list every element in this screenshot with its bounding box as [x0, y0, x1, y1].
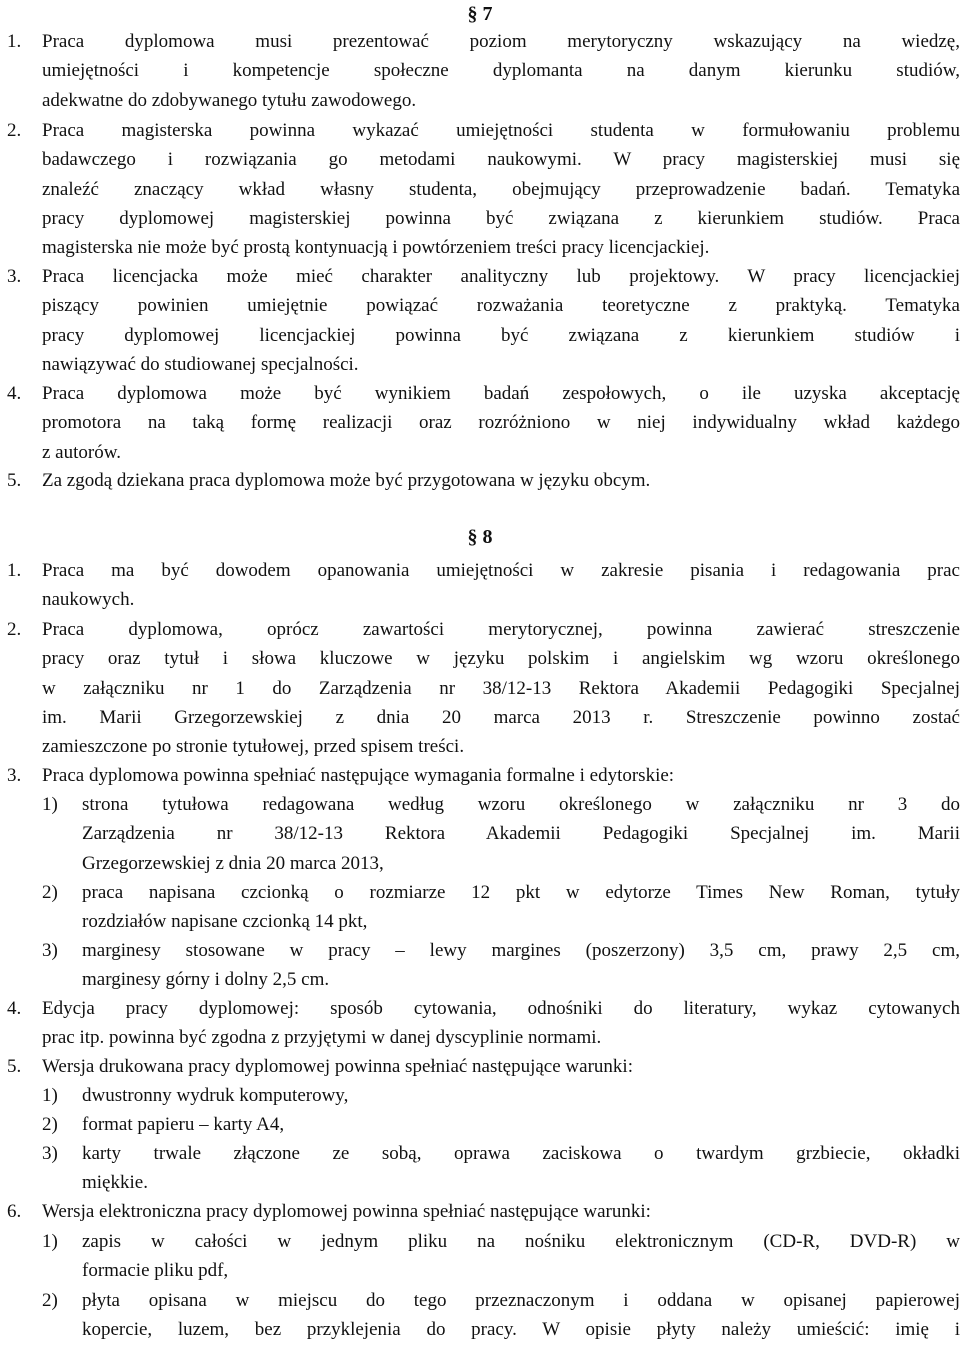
- item-number: 1.: [7, 560, 22, 581]
- subitem-paragraph: [82, 878, 960, 937]
- text-line: kopercie, luzem, bez przyklejenia do pracy. W opisie płyty należy umieścić: imię i: [82, 1319, 960, 1341]
- text-line: naukowych.: [42, 589, 135, 611]
- text-line: marginesy stosowane w pracy – lewy margines (poszerzony) 3,5 cm, prawy 2,5 cm,: [82, 940, 960, 961]
- text-line: adekwatne do zdobywanego tytułu zawodowego.: [42, 89, 417, 111]
- subitem-number: 2): [42, 1114, 58, 1135]
- text-line: formacie pliku pdf,: [82, 1260, 229, 1282]
- text-line: Praca ma być dowodem opanowania umiejętności w zakresie pisania i redagowania prac: [42, 560, 960, 581]
- paragraph: [42, 27, 960, 115]
- text-line: pracy dyplomowej magisterskiej powinna być związana z kierunkiem studiów. Praca: [42, 207, 960, 229]
- subitem-number: 1): [42, 1085, 58, 1106]
- text-line: Praca licencjacka może mieć charakter analityczny lub projektowy. W pracy licencjackiej: [42, 266, 960, 287]
- text-line: nawiązywać do studiowanej specjalności.: [42, 353, 359, 375]
- text-line: praca napisana czcionką o rozmiarze 12 pkt w edytorze Times New Roman, tytuły: [82, 882, 960, 903]
- text-line: Praca dyplomowa powinna spełniać następujące wymagania formalne i edytorskie:: [42, 765, 675, 786]
- subitem-paragraph: [82, 936, 960, 995]
- subitem-number: 1): [42, 794, 58, 815]
- text-line: Praca dyplomowa musi prezentować poziom merytoryczny wskazujący na wiedzę,: [42, 31, 960, 52]
- subitem-paragraph: [82, 790, 960, 878]
- subitem-number: 2): [42, 882, 58, 903]
- text-line: Praca magisterska powinna wykazać umiejętności studenta w formułowaniu problemu: [42, 120, 960, 141]
- text-line: w załączniku nr 1 do Zarządzenia nr 38/12-13 Rektora Akademii Pedagogiki Specjalnej: [42, 677, 960, 699]
- text-line: miękkie.: [82, 1172, 148, 1194]
- text-line: karty trwale złączone ze sobą, oprawa zaciskowa o twardym grzbiecie, okładki: [82, 1143, 960, 1164]
- text-line: format papieru – karty A4,: [82, 1114, 285, 1135]
- paragraph: [42, 556, 960, 615]
- text-line: pracy dyplomowej licencjackiej powinna być związana z kierunkiem studiów i: [42, 324, 960, 346]
- text-line: znaleźć znaczący wkład własny studenta, obejmujący przeprowadzenie badań. Tematyka: [42, 178, 960, 200]
- section-heading-8: § 8: [467, 526, 493, 548]
- text-line: promotora na taką formę realizacji oraz rozróżniono w niej indywidualny wkład każdego: [42, 412, 960, 434]
- text-line: płyta opisana w miejscu do tego przeznaczonym i oddana w opisanej papierowej: [82, 1290, 960, 1311]
- paragraph: [42, 116, 960, 262]
- text-line: Zarządzenia nr 38/12-13 Rektora Akademii Pedagogiki Specjalnej im. Marii: [82, 823, 960, 845]
- subitem-paragraph: [82, 1139, 960, 1198]
- text-line: strona tytułowa redagowana według wzoru określonego w załączniku nr 3 do: [82, 794, 960, 815]
- paragraph: [42, 994, 960, 1053]
- subitem-paragraph: [82, 1110, 960, 1139]
- text-line: marginesy górny i dolny 2,5 cm.: [82, 969, 330, 991]
- text-line: rozdziałów napisane czcionką 14 pkt,: [82, 911, 368, 933]
- text-line: umiejętności i kompetencje społeczne dyplomanta na danym kierunku studiów,: [42, 60, 960, 82]
- text-line: Wersja drukowana pracy dyplomowej powinna spełniać następujące warunki:: [42, 1056, 633, 1077]
- text-line: Praca dyplomowa może być wynikiem badań zespołowych, o ile uzyska akceptację: [42, 383, 960, 404]
- item-number: 4.: [7, 383, 22, 404]
- subitem-paragraph: [82, 1227, 960, 1286]
- item-number: 5.: [7, 470, 22, 491]
- item-number: 3.: [7, 765, 22, 786]
- text-line: Praca dyplomowa, oprócz zawartości merytorycznej, powinna zawierać streszczenie: [42, 619, 960, 640]
- paragraph: [42, 1197, 960, 1226]
- item-number: 4.: [7, 998, 22, 1019]
- text-line: Wersja elektroniczna pracy dyplomowej powinna spełniać następujące warunki:: [42, 1201, 651, 1222]
- subitem-number: 3): [42, 1143, 58, 1164]
- item-number: 6.: [7, 1201, 22, 1222]
- item-number: 3.: [7, 266, 22, 287]
- subitem-paragraph: [82, 1286, 960, 1345]
- item-number: 2.: [7, 120, 22, 141]
- text-line: prac itp. powinna być zgodna z przyjętymi w danej dyscyplinie normami.: [42, 1027, 602, 1049]
- paragraph: [42, 761, 960, 790]
- text-line: pracy oraz tytuł i słowa kluczowe w języku polskim i angielskim wg wzoru określonego: [42, 648, 960, 670]
- paragraph: [42, 466, 960, 495]
- item-number: 2.: [7, 619, 22, 640]
- text-line: Za zgodą dziekana praca dyplomowa może być przygotowana w języku obcym.: [42, 470, 651, 491]
- subitem-number: 2): [42, 1290, 58, 1311]
- text-line: magisterska nie może być prostą kontynuacją i powtórzeniem treści pracy licencjackiej.: [42, 237, 710, 259]
- text-line: dwustronny wydruk komputerowy,: [82, 1085, 349, 1106]
- item-number: 5.: [7, 1056, 22, 1077]
- text-line: im. Marii Grzegorzewskiej z dnia 20 marca 2013 r. Streszczenie powinno zostać: [42, 706, 960, 728]
- text-line: badawczego i rozwiązania go metodami naukowymi. W pracy magisterskiej musi się: [42, 149, 960, 171]
- subitem-number: 1): [42, 1231, 58, 1252]
- text-line: zapis w całości w jednym pliku na nośniku elektronicznym (CD-R, DVD-R) w: [82, 1231, 960, 1252]
- text-line: piszący powinien umiejętnie powiązać rozważania teoretyczne z praktyką. Tematyka: [42, 295, 960, 317]
- paragraph: [42, 379, 960, 467]
- paragraph: [42, 615, 960, 761]
- text-line: Grzegorzewskiej z dnia 20 marca 2013,: [82, 852, 384, 874]
- item-number: 1.: [7, 31, 22, 52]
- section-heading-7: § 7: [467, 3, 493, 25]
- paragraph: [42, 1052, 960, 1081]
- text-line: Edycja pracy dyplomowej: sposób cytowania, odnośniki do literatury, wykaz cytowanych: [42, 998, 960, 1019]
- subitem-number: 3): [42, 940, 58, 961]
- text-line: z autorów.: [42, 441, 121, 463]
- text-line: zamieszczone po stronie tytułowej, przed spisem treści.: [42, 736, 465, 758]
- paragraph: [42, 262, 960, 379]
- subitem-paragraph: [82, 1081, 960, 1110]
